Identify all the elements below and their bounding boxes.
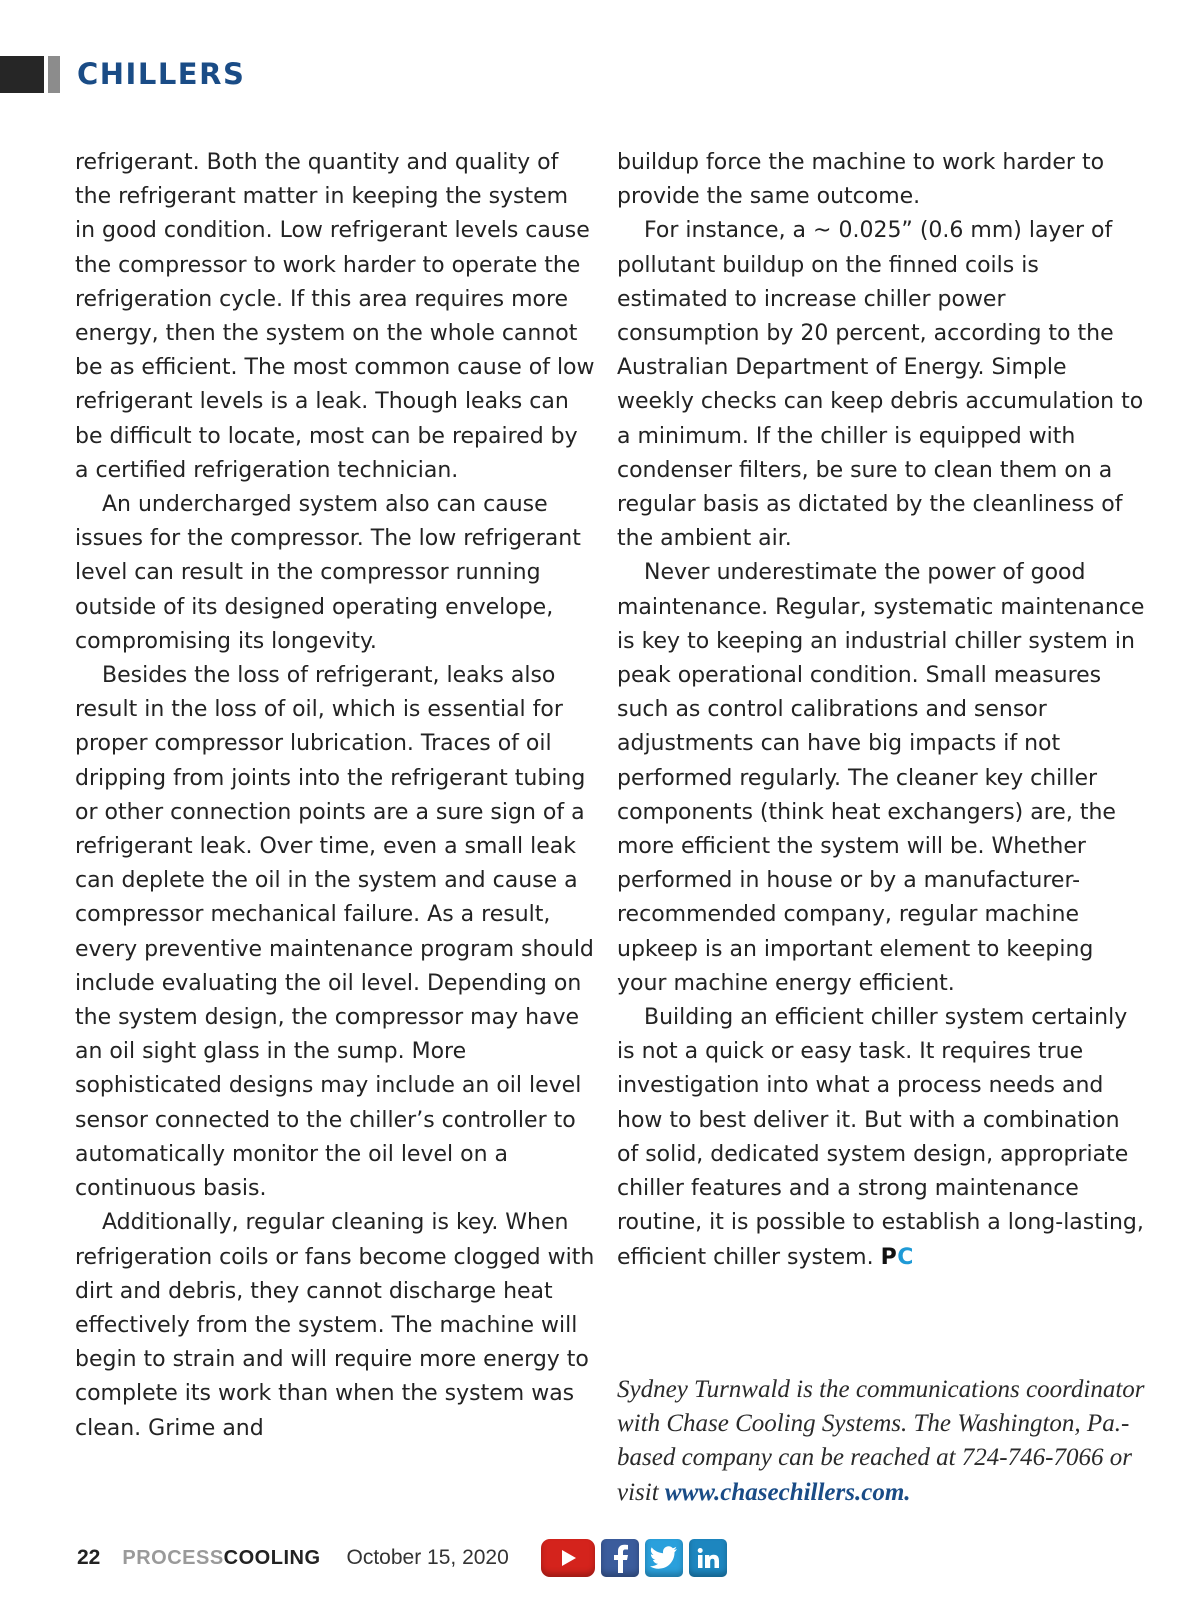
social-links	[541, 1539, 727, 1577]
paragraph: Never underestimate the power of good maintenance. Regular, systematic maintenance is key to keeping an industrial chiller system in peak operational condition. Small measures such as control calibrations and sensor adjustments can have big impacts if not performed regularly. The cleaner key chiller components (think heat exchangers) are, the more efficient the system will be. Whether performed in house or by a manufacturer-recommended company, regular machine upkeep is an important element to keeping your machine energy efficient.	[617, 560, 1145, 996]
youtube-icon[interactable]	[541, 1539, 595, 1577]
issue-date: October 15, 2020	[346, 1546, 509, 1569]
section-marker-light	[48, 56, 60, 93]
paragraph: refrigerant. Both the quantity and quality of the refrigerant matter in keeping the system in good condition. Low refrigerant levels cause the compressor to work harder to operate the refrigeration cycle. If this area requires more energy, then the system on the whole cannot be as efficient. The most common cause of low refrigerant levels is a leak. Though leaks can be difficult to locate, most can be repaired by a certified refrigeration technician.	[75, 150, 595, 483]
website-link[interactable]: www.chasechillers.com.	[664, 1478, 911, 1506]
paragraph: For instance, a ~ 0.025” (0.6 mm) layer of pollutant buildup on the finned coils is estimated to increase chiller power consumption by 20 percent, according to the Australian Department of Energy. Simple weekly checks can keep debris accumulation to a minimum. If the chiller is equipped with condenser filters, be sure to clean them on a regular basis as dictated by the cleanliness of the ambient air.	[617, 218, 1144, 552]
section-title: CHILLERS	[77, 57, 246, 91]
section-marker-dark	[0, 56, 44, 93]
author-bio-text: Sydney Turnwald is the communications coordinator with Chase Cooling Systems. The Washington, Pa.-based company can be reached at 724-746-7066 or visit	[617, 1376, 1145, 1506]
paragraph: An undercharged system also can cause issues for the compressor. The low refrigerant level can result in the compressor running outside of its designed operating envelope, compromising its longevity.	[75, 492, 581, 654]
linkedin-in-glyph	[696, 1546, 720, 1570]
facebook-icon[interactable]	[601, 1539, 639, 1577]
article-column-left	[75, 146, 595, 1446]
magazine-name-cooling: COOLING	[223, 1546, 321, 1569]
twitter-icon[interactable]	[645, 1539, 683, 1577]
paragraph: Additionally, regular cleaning is key. When refrigeration coils or fans become clogged with dirt and debris, they cannot discharge heat effectively from the system. The machine will begin to strain and will require more energy to complete its work than when the system was clean. Grime and	[75, 1210, 595, 1441]
linkedin-icon[interactable]	[689, 1539, 727, 1577]
end-mark-logo	[881, 1245, 914, 1270]
magazine-name-process: PROCESS	[122, 1546, 224, 1569]
author-bio	[617, 1373, 1177, 1510]
play-icon	[557, 1547, 579, 1569]
article-column-right	[617, 146, 1145, 1275]
end-mark-c: C	[897, 1244, 914, 1270]
twitter-bird-glyph	[650, 1546, 678, 1570]
paragraph: buildup force the machine to work harder to provide the same outcome.	[617, 150, 1105, 210]
paragraph-final-text: Building an efficient chiller system certainly is not a quick or easy task. It requires true investigation into what a process needs and how to best deliver it. But with a combination of solid, dedicated system design, appropriate chiller features and a strong maintenance routine, it is possible to establish a long-lasting, efficient chiller system.	[617, 1005, 1144, 1270]
end-mark-p: P	[880, 1244, 898, 1270]
page-footer	[77, 1536, 727, 1580]
paragraph: Besides the loss of refrigerant, leaks also result in the loss of oil, which is essential for proper compressor lubrication. Traces of oil dripping from joints into the refrigerant tubing or other connection points are a sure sign of a refrigerant leak. Over time, even a small leak can deplete the oil in the system and cause a compressor mechanical failure. As a result, every preventive maintenance program should include evaluating the oil level. Depending on the system design, the compressor may have an oil sight glass in the sump. More sophisticated designs may include an oil level sensor connected to the chiller’s controller to automatically monitor the oil level on a continuous basis.	[75, 663, 594, 1202]
paragraph-final	[617, 1001, 1145, 1275]
facebook-f-glyph	[610, 1543, 630, 1573]
page-number: 22	[77, 1546, 101, 1569]
